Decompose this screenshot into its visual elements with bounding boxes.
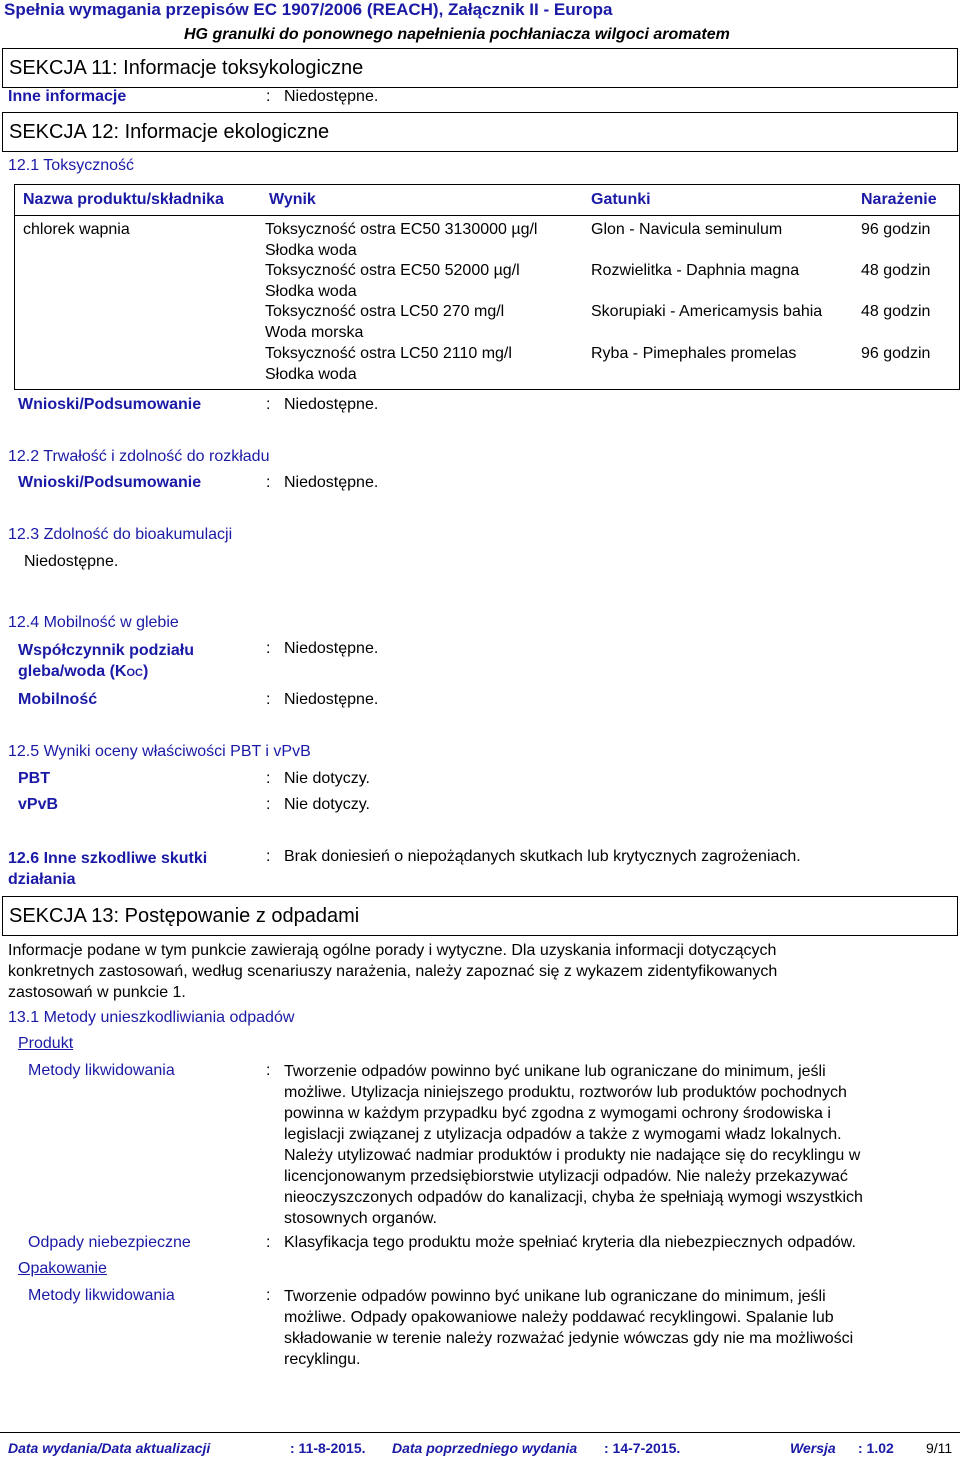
disposal-line: Należy utylizować nadmiar produktów i produkty nie nadające się do recyklingu w <box>284 1147 861 1164</box>
toxicity-title: 12.1 Toksyczność <box>8 157 134 174</box>
exposure-cell: 96 godzin <box>861 221 931 238</box>
colon: : <box>266 474 271 491</box>
header-component: Nazwa produktu/składnika <box>23 191 224 208</box>
conclusions-label: Wnioski/Podsumowanie <box>18 396 202 413</box>
regulation-header: Spełnia wymagania przepisów EC 1907/2006 (REACH), Załącznik II - Europa <box>4 0 613 19</box>
issue-date-value: : 11-8-2015. <box>290 1440 366 1456</box>
disposal-line: możliwe. Utylizacja niniejszego produktu, roztworów lub produktów pochodnych <box>284 1084 847 1101</box>
section-13-header <box>2 896 958 936</box>
other-effects-label-line: 12.6 Inne szkodliwe skutki <box>8 850 208 867</box>
intro-line: Informacje podane w tym punkcie zawierają ogólne porady i wytyczne. Dla uzyskania informacji dotyczących <box>8 942 777 959</box>
result-medium: Słodka woda <box>265 366 357 383</box>
version-label: Wersja <box>790 1440 836 1456</box>
exposure-cell: 48 godzin <box>861 262 931 279</box>
table-row <box>265 301 504 343</box>
version-value: : 1.02 <box>858 1440 894 1456</box>
colon: : <box>266 1287 271 1304</box>
persistence-value: Niedostępne. <box>284 474 379 491</box>
hazardous-waste-label: Odpady niebezpieczne <box>28 1234 191 1251</box>
colon: : <box>266 640 271 657</box>
result-medium: Słodka woda <box>265 283 357 300</box>
bioaccumulation-title: 12.3 Zdolność do bioakumulacji <box>8 526 233 543</box>
result-medium: Woda morska <box>265 324 364 341</box>
colon: : <box>266 88 271 105</box>
table-row <box>265 219 537 261</box>
result-line: Toksyczność ostra LC50 2110 mg/l <box>265 345 512 362</box>
pbt-label: PBT <box>18 770 50 787</box>
other-effects-label-line: działania <box>8 871 76 888</box>
disposal-line: nieoczyszczonych odpadów do kanalizacji, chyba że spełniają wymogi wszystkich <box>284 1189 863 1206</box>
disposal-text <box>284 1061 944 1229</box>
result-medium: Słodka woda <box>265 242 357 259</box>
mobility-value: Niedostępne. <box>284 691 379 708</box>
toxicity-table <box>14 184 960 390</box>
koc-label-line: Współczynnik podziału <box>18 642 195 659</box>
intro-line: konkretnych zastosowań, według scenariuszy narażenia, należy zapoznać się z wykazem zidentyfikowanych <box>8 963 778 980</box>
result-line: Toksyczność ostra EC50 3130000 µg/l <box>265 221 538 238</box>
section-12-title: SEKCJA 12: Informacje ekologiczne <box>9 121 330 143</box>
disposal-line: Tworzenie odpadów powinno być unikane lub ograniczane do minimum, jeśli <box>284 1063 826 1080</box>
colon: : <box>266 770 271 787</box>
species-cell: Skorupiaki - Americamysis bahia <box>591 303 823 320</box>
koc-value: Niedostępne. <box>284 640 379 657</box>
section-11-header <box>2 48 958 88</box>
exposure-cell: 48 godzin <box>861 303 931 320</box>
colon: : <box>266 396 271 413</box>
header-result: Wynik <box>269 191 316 208</box>
section-13-intro <box>8 940 948 1003</box>
previous-date-label: Data poprzedniego wydania <box>392 1440 578 1456</box>
disposal-line: licencjonowanym przedsiębiorstwie utylizacji odpadów. Nie należy przekazywać <box>284 1168 848 1185</box>
other-info-label: Inne informacje <box>8 88 127 105</box>
footer-divider <box>0 1432 960 1433</box>
other-info-value: Niedostępne. <box>284 88 379 105</box>
koc-label-line <box>18 661 194 684</box>
hazardous-waste-value: Klasyfikacja tego produktu może spełniać kryteria dla niebezpiecznych odpadów. <box>284 1234 856 1251</box>
mobility-title: 12.4 Mobilność w glebie <box>8 614 179 631</box>
section-11-title: SEKCJA 11: Informacje toksykologiczne <box>9 57 364 79</box>
exposure-cell: 96 godzin <box>861 345 931 362</box>
disposal-label: Metody likwidowania <box>28 1062 175 1079</box>
pbt-value: Nie dotyczy. <box>284 770 370 787</box>
bioaccumulation-value: Niedostępne. <box>24 553 119 570</box>
colon: : <box>266 848 271 865</box>
product-label: Produkt <box>18 1035 74 1052</box>
table-row <box>265 260 520 302</box>
header-exposure: Narażenie <box>861 191 937 208</box>
table-header-row <box>15 185 959 216</box>
species-cell: Glon - Navicula seminulum <box>591 221 783 238</box>
product-name-header: HG granulki do ponownego napełnienia pochłaniacza wilgoci aromatem <box>184 26 730 43</box>
page-number: 9/11 <box>926 1440 953 1456</box>
colon: : <box>266 796 271 813</box>
disposal-methods-title: 13.1 Metody unieszkodliwiania odpadów <box>8 1009 295 1026</box>
packaging-line: składowanie w terenie należy rozważać jedynie wówczas gdy nie ma możliwości <box>284 1330 854 1347</box>
disposal-line: legislacji związanej z utylizacja odpadów a także z wymogami władz lokalnych. <box>284 1126 842 1143</box>
koc-label-text: gleba/woda (K <box>18 663 127 680</box>
koc-label <box>18 640 194 684</box>
packaging-disposal-label: Metody likwidowania <box>28 1287 175 1304</box>
colon: : <box>266 691 271 708</box>
persistence-title: 12.2 Trwałość i zdolność do rozkładu <box>8 448 270 465</box>
table-row <box>265 343 512 385</box>
conclusions-value: Niedostępne. <box>284 396 379 413</box>
disposal-line: stosownych organów. <box>284 1210 437 1227</box>
colon: : <box>266 1062 271 1079</box>
other-effects-label <box>8 848 207 890</box>
section-12-header <box>2 112 958 152</box>
packaging-label: Opakowanie <box>18 1260 107 1277</box>
species-cell: Rozwielitka - Daphnia magna <box>591 262 800 279</box>
result-line: Toksyczność ostra LC50 270 mg/l <box>265 303 505 320</box>
disposal-line: powinna w każdym przypadku być zgodna z wymogami ochrony środowiska i <box>284 1105 831 1122</box>
other-effects-value: Brak doniesień o niepożądanych skutkach lub krytycznych zagrożeniach. <box>284 848 801 865</box>
pbt-title: 12.5 Wyniki oceny właściwości PBT i vPvB <box>8 743 311 760</box>
colon: : <box>266 1234 271 1251</box>
packaging-line: recyklingu. <box>284 1351 361 1368</box>
component-name: chlorek wapnia <box>23 221 130 238</box>
result-line: Toksyczność ostra EC50 52000 µg/l <box>265 262 520 279</box>
vpvb-label: vPvB <box>18 796 59 813</box>
packaging-line: Tworzenie odpadów powinno być unikane lub ograniczane do minimum, jeśli <box>284 1288 826 1305</box>
persistence-label: Wnioski/Podsumowanie <box>18 474 202 491</box>
mobility-label: Mobilność <box>18 691 98 708</box>
section-13-title: SEKCJA 13: Postępowanie z odpadami <box>9 905 360 927</box>
koc-label-end: ) <box>142 663 149 680</box>
packaging-line: możliwe. Odpady opakowaniowe należy poddawać recyklingowi. Spalanie lub <box>284 1309 834 1326</box>
header-species: Gatunki <box>591 191 651 208</box>
previous-date-value: : 14-7-2015. <box>604 1440 681 1456</box>
vpvb-value: Nie dotyczy. <box>284 796 370 813</box>
packaging-disposal-text <box>284 1286 944 1370</box>
koc-subscript: OC <box>126 667 143 679</box>
intro-line: zastosowań w punkcie 1. <box>8 984 186 1001</box>
issue-date-label: Data wydania/Data aktualizacji <box>8 1440 211 1456</box>
species-cell: Ryba - Pimephales promelas <box>591 345 797 362</box>
